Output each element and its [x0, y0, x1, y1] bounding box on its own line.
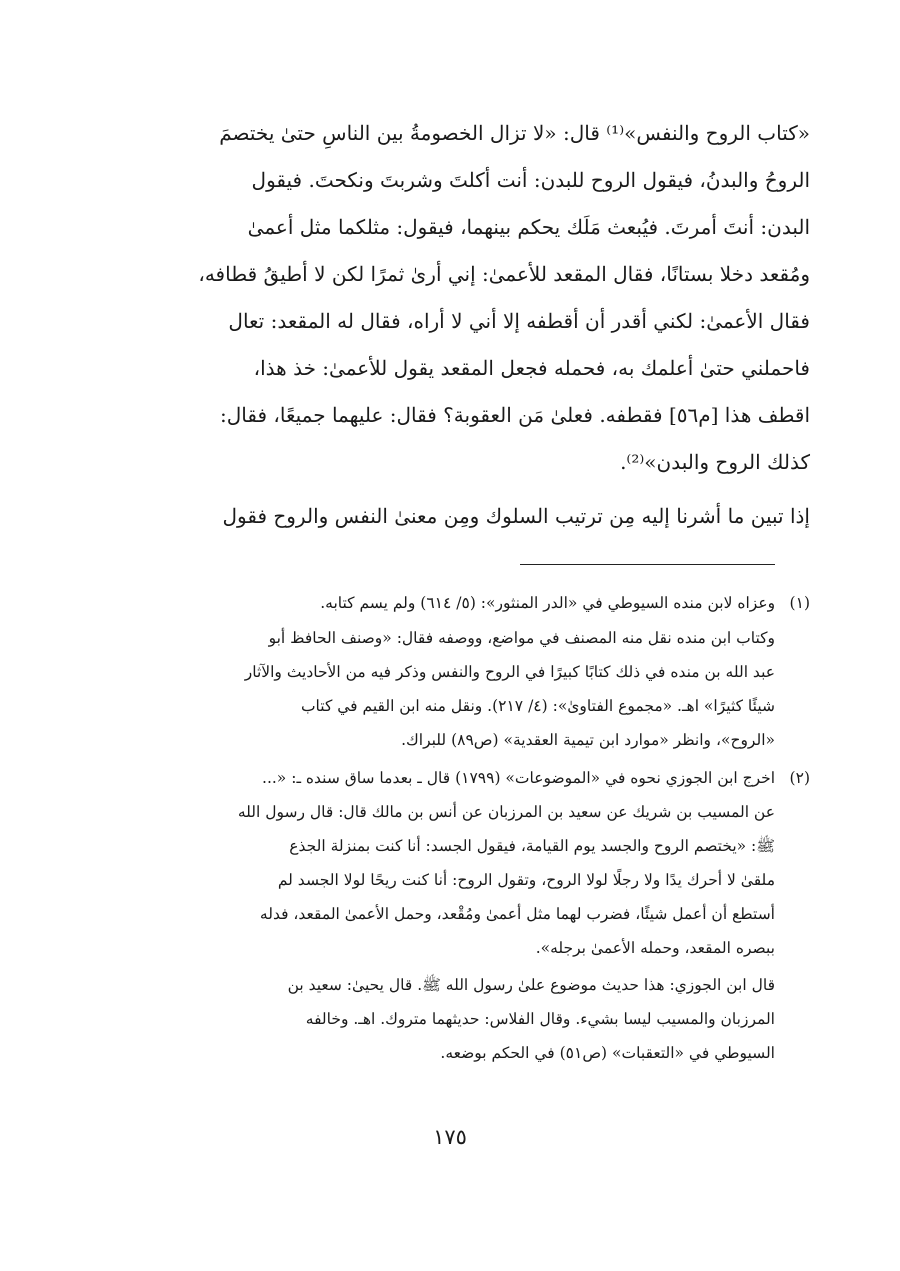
footnote-line: ببصره المقعد، وحمله الأعمىٰ برجله». [535, 939, 775, 957]
footnote-text: اخرج ابن الجوزي نحوه في «الموضوعات» (١٧٩٩) قال ـ بعدما ساق سنده ـ: «... [262, 769, 776, 787]
footnote-number: (٢) [789, 769, 810, 787]
footnote-line: عبد الله بن منده في ذلك كتابًا كبيرًا في الروح والنفس وذكر فيه من الأحاديث والآثار [244, 663, 775, 681]
main-text-line: الروحُ والبدنُ، فيقول الروح للبدن: أنت أكلتَ وشربتَ ونكحتَ. فيقول [251, 168, 810, 192]
main-text-line: ومُقعد دخلا بستانًا، فقال المقعد للأعمىٰ: إني أرىٰ ثمرًا لكن لا أطيقُ قطافه، [198, 262, 810, 286]
footnote-line: أستطع أن أعمل شيئًا، فضرب لهما مثل أعمىٰ ومُقْعد، وحمل الأعمىٰ المقعد، فدله [259, 905, 775, 923]
main-text-line: البدن: أنتَ أمرتَ. فيُبعث مَلَك يحكم بينهما، فيقول: مثلكما مثل أعمىٰ [247, 215, 810, 239]
footnote-line: شيئًا كثيرًا» اهـ. «مجموع الفتاوىٰ»: (٤/ ٢١٧). ونقل منه ابن القيم في كتاب [300, 697, 775, 715]
footnote-line: ﷺ: «يختصم الروح والجسد يوم القيامة، فيقول الجسد: أنا كنت بمنزلة الجذع [289, 837, 775, 855]
main-text-line: اقطف هذا [م٥٦] فقطفه. فعلىٰ مَن العقوبة؟ فقال: عليهما جميعًا، فقال: [220, 403, 810, 427]
main-text-line: كذلك الروح والبدن»⁽²⁾. [620, 450, 810, 474]
footnote-text: وعزاه لابن منده السيوطي في «الدر المنثور»: (٥/ ٦١٤) ولم يسم كتابه. [320, 594, 776, 612]
main-text-line: فاحملني حتىٰ أعلمك به، فحمله فجعل المقعد يقول للأعمىٰ: خذ هذا، [253, 356, 810, 380]
footnote-line [95, 588, 810, 618]
page-number: ١٧٥ [433, 1125, 467, 1149]
footnote-line: ملقىٰ لا أحرك يدًا ولا رجلًا لولا الروح، وتقول الروح: أنا كنت ريحًا لولا الجسد لم [277, 871, 775, 889]
footnote-line [95, 763, 810, 793]
footnote-line: وكتاب ابن منده نقل منه المصنف في مواضع، ووصفه فقال: «وصنف الحافظ أبو [268, 629, 775, 647]
footnote-line: السيوطي في «التعقبات» (ص٥١) في الحكم بوضعه. [440, 1044, 775, 1062]
main-text-line: فقال الأعمىٰ: لكني أقدر أن أقطفه إلا أني لا أراه، فقال له المقعد: تعال [228, 309, 810, 333]
main-text-line: إذا تبين ما أشرنا إليه مِن ترتيب السلوك ومِن معنىٰ النفس والروح فقول [222, 504, 810, 528]
footnote-line: «الروح»، وانظر «موارد ابن تيمية العقدية» (ص٨٩) للبراك. [401, 731, 775, 749]
footnote-line: عن المسيب بن شريك عن سعيد بن المرزبان عن أنس بن مالك قال: قال رسول الله [237, 803, 775, 821]
footnote-number: (١) [789, 594, 810, 612]
main-text-line: «كتاب الروح والنفس»⁽¹⁾ قال: «لا تزال الخصومةُ بين الناسِ حتىٰ يختصمَ [219, 121, 810, 145]
footnotes [95, 0, 810, 1110]
footnote-line: قال ابن الجوزي: هذا حديث موضوع علىٰ رسول الله ﷺ. قال يحيىٰ: سعيد بن [287, 976, 775, 994]
footnote-line: المرزبان والمسيب ليسا بشيء. وقال الفلاس: حديثهما متروك. اهـ. وخالفه [305, 1010, 775, 1028]
